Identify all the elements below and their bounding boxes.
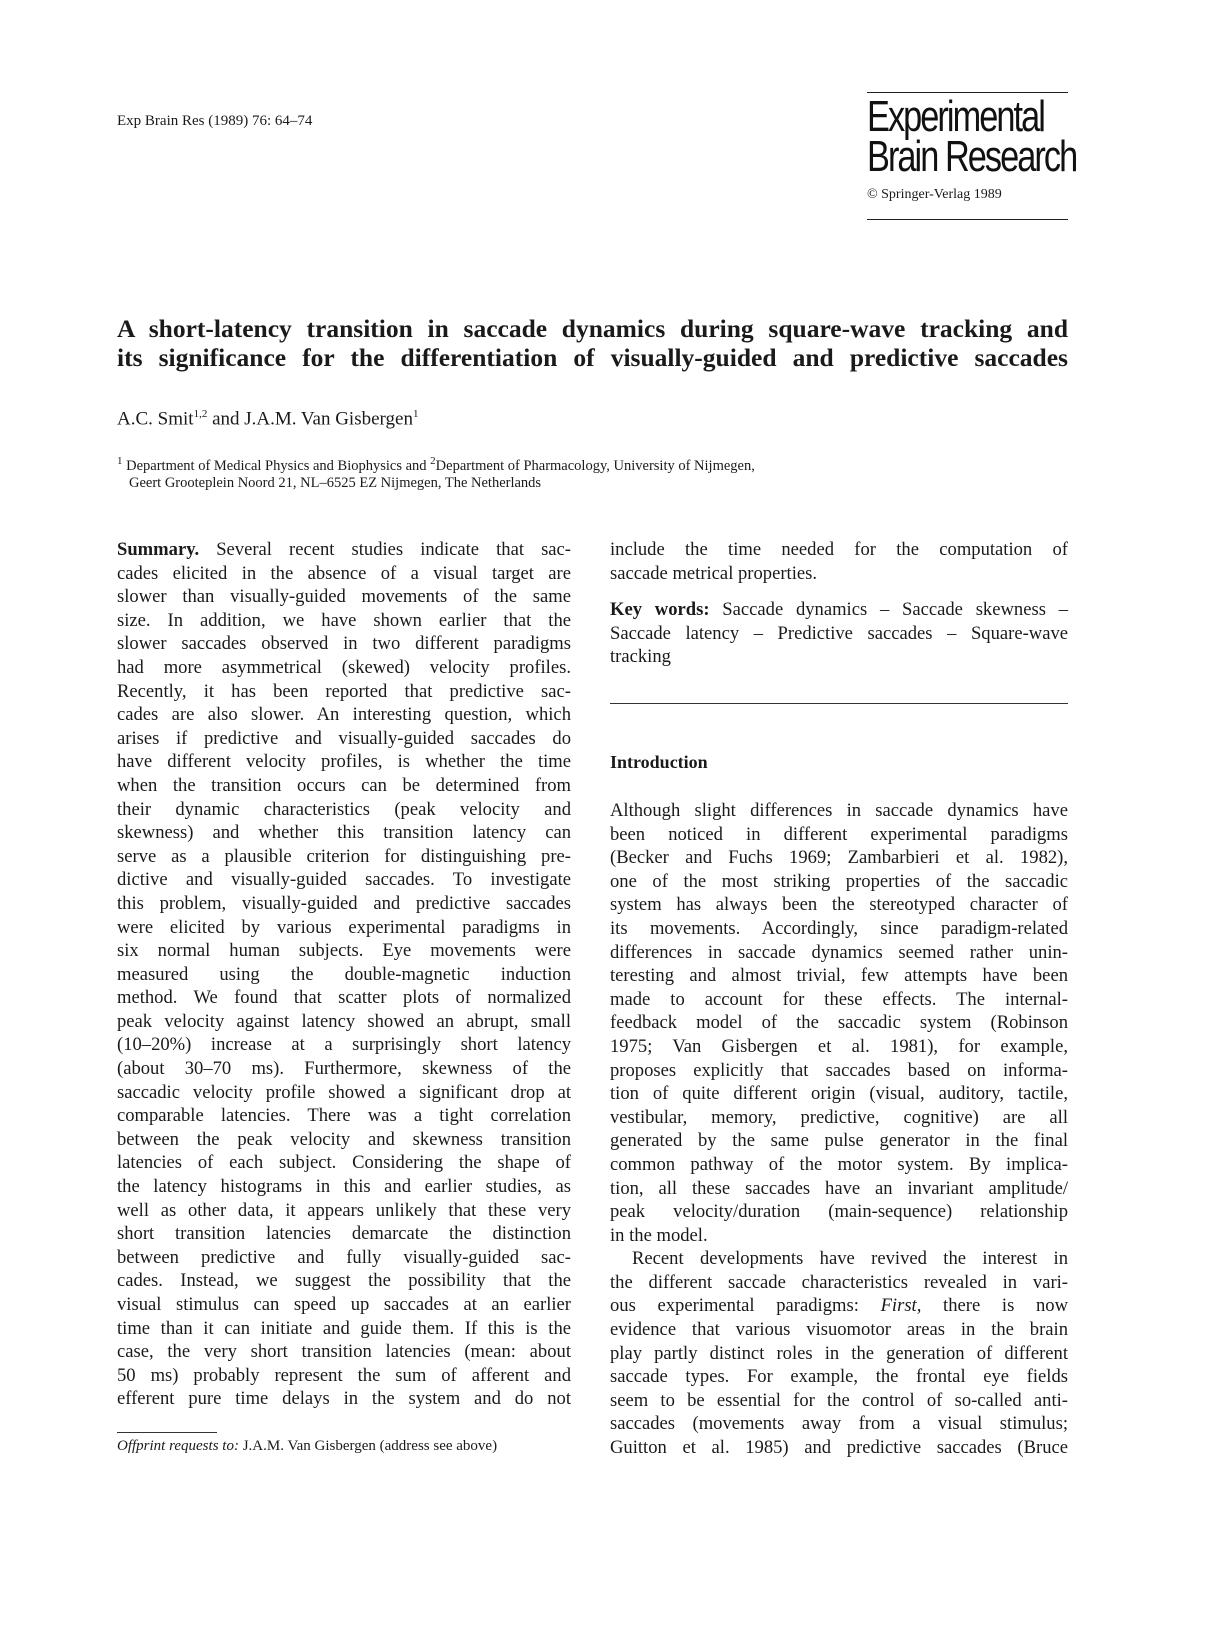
text-line bbox=[117, 1057, 571, 1081]
text-line bbox=[117, 1387, 571, 1411]
affil-mark: 2 bbox=[430, 455, 436, 467]
authors bbox=[117, 408, 418, 430]
line-text: cades are also slower. An interesting question, which bbox=[117, 704, 571, 726]
line-text: slower saccades observed in two different paradigms bbox=[117, 633, 571, 655]
text-line bbox=[117, 632, 571, 656]
paper-title bbox=[117, 314, 1068, 372]
line-text: Recent developments have revived the interest in bbox=[632, 1248, 1068, 1270]
line-text: vestibular, memory, predictive, cognitive) are all bbox=[610, 1106, 1068, 1128]
text-line bbox=[117, 609, 571, 633]
text-line bbox=[610, 846, 1068, 870]
line-text: have different velocity profiles, is whether the time bbox=[117, 751, 571, 773]
affil-text: Department of Pharmacology, University of Nijmegen, bbox=[435, 457, 755, 474]
line-text: proposes explicitly that saccades based on informa- bbox=[610, 1059, 1068, 1081]
text-line bbox=[117, 821, 571, 845]
text-line bbox=[610, 1247, 1068, 1271]
introduction-body bbox=[610, 799, 1068, 1460]
line-text: method. We found that scatter plots of normalized bbox=[117, 987, 571, 1009]
line-text: cades elicited in the absence of a visual target are bbox=[117, 562, 571, 584]
line-text: comparable latencies. There was a tight correlation bbox=[117, 1105, 571, 1127]
line-text: Saccade latency – Predictive saccades – Square-wave bbox=[610, 622, 1068, 644]
affiliations bbox=[117, 453, 755, 492]
text-line bbox=[610, 1035, 1068, 1059]
line-text: peak velocity/duration (main-sequence) relationship bbox=[610, 1201, 1068, 1223]
affil-mark: 1 bbox=[117, 455, 123, 467]
text-line bbox=[117, 1222, 571, 1246]
text-line bbox=[610, 1153, 1068, 1177]
text-line bbox=[117, 1317, 571, 1341]
text-line bbox=[117, 1128, 571, 1152]
line-text: peak velocity against latency showed an abrupt, small bbox=[117, 1010, 571, 1032]
text-line bbox=[610, 1342, 1068, 1366]
line-text: (Becker and Fuchs 1969; Zambarbieri et al. 1982), bbox=[610, 847, 1068, 869]
text-line bbox=[610, 1294, 1068, 1318]
text-line bbox=[610, 1177, 1068, 1201]
text-line bbox=[610, 964, 1068, 988]
line-text: its movements. Accordingly, since paradigm-related bbox=[610, 917, 1068, 939]
text-line bbox=[117, 798, 571, 822]
line-text: (10–20%) increase at a surprisingly short latency bbox=[117, 1034, 571, 1056]
line-text: Although slight differences in saccade dynamics have bbox=[610, 800, 1068, 821]
text-line bbox=[117, 750, 571, 774]
line-text: between predictive and fully visually-guided sac- bbox=[117, 1246, 571, 1268]
text-line bbox=[117, 1246, 571, 1270]
line-text: evidence that various visuomotor areas in the brain bbox=[610, 1319, 1068, 1341]
line-text: Recently, it has been reported that predictive sac- bbox=[117, 680, 571, 702]
text-line bbox=[117, 1010, 571, 1034]
text-line bbox=[610, 1436, 1068, 1460]
affil-address: Geert Grooteplein Noord 21, NL–6525 EZ Nijmegen, The Netherlands bbox=[129, 474, 542, 491]
line-text: skewness) and whether this transition latency can bbox=[117, 822, 571, 844]
author-2: and J.A.M. Van Gisbergen bbox=[207, 408, 413, 430]
text-line bbox=[117, 774, 571, 798]
inline-label: Summary. bbox=[117, 539, 200, 560]
footnote-label: Offprint requests to: bbox=[117, 1438, 239, 1454]
text-line bbox=[610, 870, 1068, 894]
line-text: in the model. bbox=[610, 1224, 708, 1246]
text-line bbox=[117, 892, 571, 916]
line-text: well as other data, it appears unlikely that these very bbox=[117, 1199, 571, 1221]
line-text: size. In addition, we have shown earlier that the bbox=[117, 609, 571, 631]
line-text: one of the most striking properties of the saccadic bbox=[610, 870, 1068, 892]
line-text: case, the very short transition latencies (mean: about bbox=[117, 1341, 571, 1363]
text-line bbox=[610, 1011, 1068, 1035]
text-line bbox=[610, 893, 1068, 917]
affil-text: Department of Medical Physics and Biophysics and bbox=[122, 457, 431, 474]
text-line bbox=[117, 939, 571, 963]
text-line bbox=[117, 562, 571, 586]
text-line bbox=[117, 703, 571, 727]
line-text: Saccade dynamics – Saccade skewness – bbox=[709, 599, 1068, 620]
author-1-affil: 1,2 bbox=[193, 408, 208, 420]
line-text: cades. Instead, we suggest the possibility that the bbox=[117, 1270, 571, 1292]
title-line: its significance for the differentiation of visually-guided and predictive saccades bbox=[117, 343, 1068, 372]
line-text: ous experimental paradigms: bbox=[610, 1295, 881, 1317]
title-line: A short-latency transition in saccade dynamics during square-wave tracking and bbox=[117, 314, 1068, 343]
footnote-text: J.A.M. Van Gisbergen (address see above) bbox=[238, 1438, 498, 1454]
line-text: 1975; Van Gisbergen et al. 1981), for example, bbox=[610, 1035, 1068, 1057]
text-line bbox=[117, 1081, 571, 1105]
text-line bbox=[610, 1129, 1068, 1153]
author-2-affil: 1 bbox=[412, 408, 419, 420]
author-1: A.C. Smit bbox=[117, 408, 194, 430]
line-text: generated by the same pulse generator in the final bbox=[610, 1130, 1068, 1152]
text-line bbox=[610, 598, 1068, 622]
line-text: were elicited by various experimental paradigms in bbox=[117, 916, 571, 938]
line-text: made to account for these effects. The internal- bbox=[610, 988, 1068, 1010]
line-text: system has always been the stereotyped character of bbox=[610, 894, 1068, 916]
line-text: saccades (movements away from a visual stimulus; bbox=[610, 1413, 1068, 1435]
line-text: their dynamic characteristics (peak velocity and bbox=[117, 798, 571, 820]
text-line bbox=[117, 656, 571, 680]
text-line bbox=[117, 727, 571, 751]
text-line bbox=[117, 986, 571, 1010]
text-line bbox=[610, 1059, 1068, 1083]
text-line bbox=[117, 1199, 571, 1223]
footnote bbox=[117, 1438, 497, 1455]
journal-logo bbox=[867, 92, 1077, 220]
text-line bbox=[610, 823, 1068, 847]
text-line bbox=[117, 585, 571, 609]
introduction-heading: Introduction bbox=[610, 752, 708, 772]
line-text: feedback model of the saccadic system (Robinson bbox=[610, 1012, 1068, 1034]
text-line bbox=[117, 538, 571, 562]
inline-label: Key words: bbox=[610, 599, 710, 620]
line-text: seem to be essential for the control of so-called anti- bbox=[610, 1389, 1068, 1411]
line-text: slower than visually-guided movements of the same bbox=[117, 586, 571, 608]
text-line bbox=[610, 799, 1068, 823]
line-text: include the time needed for the computation of bbox=[610, 539, 1068, 560]
line-text: latencies of each subject. Considering the shape of bbox=[117, 1152, 571, 1174]
line-text: had more asymmetrical (skewed) velocity profiles. bbox=[117, 656, 571, 678]
line-text: arises if predictive and visually-guided saccades do bbox=[117, 727, 571, 749]
line-text: between the peak velocity and skewness transition bbox=[117, 1128, 571, 1150]
line-text: measured using the double-magnetic induction bbox=[117, 963, 571, 985]
text-line bbox=[117, 680, 571, 704]
line-text: saccade metrical properties. bbox=[610, 562, 818, 584]
line-text: when the transition occurs can be determined from bbox=[117, 774, 571, 796]
text-line bbox=[610, 1365, 1068, 1389]
text-line bbox=[117, 1293, 571, 1317]
line-text: been noticed in different experimental paradigms bbox=[610, 823, 1068, 845]
text-line bbox=[610, 562, 1068, 586]
text-line bbox=[117, 1269, 571, 1293]
line-text: short transition latencies demarcate the distinction bbox=[117, 1223, 571, 1245]
line-text: serve as a plausible criterion for distinguishing pre- bbox=[117, 845, 571, 867]
text-line bbox=[610, 645, 1068, 669]
line-text: visual stimulus can speed up saccades at an earlier bbox=[117, 1294, 571, 1315]
line-text: Several recent studies indicate that sac- bbox=[199, 539, 571, 560]
text-line bbox=[117, 1104, 571, 1128]
text-line bbox=[610, 538, 1068, 562]
line-text: the latency histograms in this and earlier studies, as bbox=[117, 1176, 571, 1198]
text-line bbox=[117, 1033, 571, 1057]
summary-continued bbox=[610, 538, 1068, 585]
line-text: time than it can initiate and guide them. If this is the bbox=[117, 1317, 571, 1339]
text-line bbox=[117, 1151, 571, 1175]
text-line bbox=[117, 868, 571, 892]
line-text: teresting and almost trivial, few attempts have been bbox=[610, 965, 1068, 987]
text-line bbox=[117, 1364, 571, 1388]
text-line bbox=[610, 941, 1068, 965]
text-line bbox=[117, 963, 571, 987]
summary-column bbox=[117, 538, 571, 1411]
line-text: common pathway of the motor system. By implica- bbox=[610, 1153, 1068, 1175]
line-text: saccade types. For example, the frontal eye fields bbox=[610, 1366, 1068, 1388]
copyright: © Springer-Verlag 1989 bbox=[867, 187, 1002, 202]
line-text: tion, all these saccades have an invariant amplitude/ bbox=[610, 1177, 1068, 1199]
text-line bbox=[610, 988, 1068, 1012]
text-line bbox=[610, 1082, 1068, 1106]
text-line bbox=[610, 1224, 1068, 1248]
text-line bbox=[610, 1106, 1068, 1130]
text-line bbox=[610, 1389, 1068, 1413]
line-text: saccadic velocity profile showed a significant drop at bbox=[117, 1081, 571, 1103]
line-text: (about 30–70 ms). Furthermore, skewness of the bbox=[117, 1058, 571, 1080]
line-text: dictive and visually-guided saccades. To investigate bbox=[117, 869, 571, 891]
section-divider bbox=[610, 703, 1068, 704]
line-text: this problem, visually-guided and predictive saccades bbox=[117, 892, 571, 914]
line-text: tion of quite different origin (visual, auditory, tactile, bbox=[610, 1083, 1068, 1105]
text-line bbox=[610, 917, 1068, 941]
line-text: 50 ms) probably represent the sum of afferent and bbox=[117, 1364, 571, 1386]
line-text: tracking bbox=[610, 646, 671, 668]
text-line bbox=[610, 622, 1068, 646]
text-line bbox=[117, 1175, 571, 1199]
text-line bbox=[610, 1318, 1068, 1342]
journal-citation: Exp Brain Res (1989) 76: 64–74 bbox=[117, 113, 313, 129]
text-line bbox=[610, 1200, 1068, 1224]
logo-line-2: Brain Research bbox=[867, 132, 1077, 181]
emphasis: First, bbox=[880, 1295, 922, 1317]
line-text: there is now bbox=[921, 1295, 1069, 1317]
line-text: six normal human subjects. Eye movements were bbox=[117, 940, 571, 962]
line-text: the different saccade characteristics revealed in vari- bbox=[610, 1271, 1068, 1293]
line-text: play partly distinct roles in the generation of different bbox=[610, 1342, 1068, 1364]
text-line bbox=[610, 1271, 1068, 1295]
line-text: differences in saccade dynamics seemed rather unin- bbox=[610, 941, 1068, 963]
text-line bbox=[117, 845, 571, 869]
text-line bbox=[610, 1412, 1068, 1436]
line-text: efferent pure time delays in the system and do not bbox=[117, 1388, 571, 1410]
text-line bbox=[117, 1340, 571, 1364]
line-text: Guitton et al. 1985) and predictive saccades (Bruce bbox=[610, 1437, 1068, 1459]
footnote-rule bbox=[117, 1432, 217, 1433]
logo-line-1: Experimental bbox=[867, 92, 1044, 141]
text-line bbox=[117, 916, 571, 940]
keywords bbox=[610, 598, 1068, 669]
